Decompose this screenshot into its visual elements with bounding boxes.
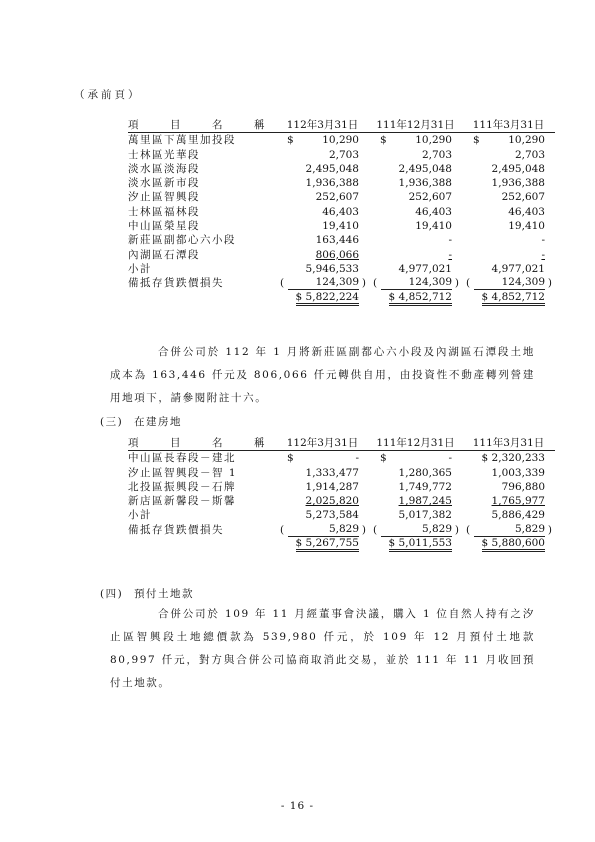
close-paren: ): [547, 523, 552, 536]
row-amount-value: -: [355, 452, 359, 465]
row-item-name: 士林區光華段: [128, 148, 200, 161]
row-amount-value: 806,066: [315, 248, 359, 261]
row-item-name: 中山區長春段－建北: [128, 452, 236, 465]
row-amount-cell: [462, 205, 555, 219]
row-amount-value: 10,290: [415, 134, 452, 147]
total-amount-cell: [276, 537, 369, 551]
allowance-amount-value: 124,309: [381, 276, 452, 290]
open-paren: (: [466, 523, 471, 536]
total-label-blank: [128, 537, 276, 551]
header-date-label: 111年12月31日: [376, 437, 455, 449]
header-item-name: [128, 436, 276, 451]
header-item-name: [128, 118, 276, 133]
open-paren: (: [373, 523, 378, 536]
row-amount-value: -: [541, 234, 545, 247]
row-amount-cell: [462, 148, 555, 162]
row-amount-cell: [276, 133, 369, 148]
row-amount-value: 1,765,977: [491, 495, 545, 508]
close-paren: ): [547, 277, 552, 290]
row-amount-value: 2,703: [514, 148, 545, 161]
open-paren: (: [466, 277, 471, 290]
row-amount-value: 2,495,048: [398, 162, 452, 175]
header-date-col: [369, 436, 462, 451]
header-item-name-char: 名: [212, 437, 224, 449]
subtotal-label: 小計: [128, 509, 152, 522]
row-amount-cell: [369, 451, 462, 466]
currency-symbol: $: [473, 134, 480, 147]
header-item-name-label: [128, 436, 276, 450]
allowance-amount-cell: [276, 276, 369, 290]
table-header-row: [128, 118, 555, 133]
row-amount-cell: [369, 205, 462, 219]
total-amount-cell: [462, 537, 555, 551]
section-3-label: (三): [100, 416, 124, 428]
total-amount-value: $ 5,822,224: [296, 291, 359, 306]
subtotal-row: [128, 262, 555, 276]
table-row: [128, 190, 555, 204]
subtotal-amount-value: 5,017,382: [398, 509, 452, 522]
open-paren: (: [280, 277, 285, 290]
row-item-name: 汐止區智興段－智 1: [128, 466, 238, 479]
row-amount-value: -: [448, 234, 452, 247]
row-amount-cell: [462, 466, 555, 480]
row-amount-value: 19,410: [415, 220, 452, 233]
row-amount-value: 163,446: [315, 234, 359, 247]
header-date-label: 111年12月31日: [376, 119, 455, 131]
row-amount-cell: [369, 480, 462, 494]
subtotal-amount-cell: [462, 262, 555, 276]
table-row: [128, 233, 555, 247]
subtotal-amount-value: 5,886,429: [491, 509, 545, 522]
row-amount-value: 2,703: [421, 148, 452, 161]
table-row: [128, 133, 555, 148]
row-amount-value: -: [541, 248, 545, 261]
row-amount-cell: [369, 233, 462, 247]
currency-symbol: $: [380, 452, 387, 465]
row-amount-cell: [462, 233, 555, 247]
subtotal-amount-value: 5,946,533: [305, 262, 359, 275]
row-item-name: 內湖區石潭段: [128, 248, 200, 261]
total-amount-value: $ 5,011,553: [389, 537, 452, 552]
row-amount-cell: [462, 480, 555, 494]
header-date-label: 111年3月31日: [472, 437, 545, 449]
allowance-amount-value: 5,829: [381, 523, 452, 537]
row-amount-value: 1,914,287: [305, 480, 359, 493]
close-paren: ): [454, 523, 459, 536]
allowance-amount-cell: [369, 276, 462, 290]
subtotal-amount-cell: [276, 508, 369, 522]
row-amount-cell: [276, 480, 369, 494]
header-date-col: [369, 118, 462, 133]
row-amount-cell: [369, 133, 462, 148]
row-amount-value: 1,280,365: [398, 466, 452, 479]
row-amount-value: 2,703: [328, 148, 359, 161]
subtotal-amount-cell: [369, 262, 462, 276]
header-date-label: 112年3月31日: [286, 119, 359, 131]
table-row: [128, 219, 555, 233]
row-amount-cell: [369, 148, 462, 162]
total-amount-value: $ 5,880,600: [482, 537, 545, 552]
row-item-name: 淡水區新市段: [128, 177, 200, 190]
header-date-col: [276, 436, 369, 451]
row-amount-cell: [276, 466, 369, 480]
total-amount-cell: [369, 291, 462, 305]
row-amount-value: 10,290: [508, 134, 545, 147]
row-amount-cell: [462, 162, 555, 176]
total-amount-cell: [369, 537, 462, 551]
total-amount-cell: [462, 291, 555, 305]
header-date-col: [462, 436, 555, 451]
total-amount-value: $ 4,852,712: [389, 291, 452, 306]
transfer-note-paragraph: 合併公司於 112 年 1 月將新莊區副都心六小段及內湖區石潭段土地成本為 163,446 仟元及 806,066 仟元轉供自用，由投資性不動產轉列營建用地項下，請參閱附註十六。: [110, 346, 535, 404]
row-item-name: 新店區新馨段－斯馨: [128, 495, 236, 508]
allowance-amount-value: 5,829: [474, 523, 545, 537]
row-amount-cell: [462, 494, 555, 508]
row-amount-cell: [369, 248, 462, 262]
row-amount-value: 2,495,048: [305, 162, 359, 175]
row-amount-cell: [276, 148, 369, 162]
allowance-label: 備抵存貨跌價損失: [128, 277, 224, 290]
subtotal-amount-cell: [369, 508, 462, 522]
subtotal-amount-cell: [276, 262, 369, 276]
row-amount-cell: [462, 190, 555, 204]
row-item-name: 新莊區副都心六小段: [128, 234, 236, 247]
table-row: [128, 162, 555, 176]
total-amount-cell: [276, 291, 369, 305]
row-item-name: 萬里區下萬里加投段: [128, 134, 236, 147]
row-amount-cell: [369, 176, 462, 190]
row-item-name: 中山區榮星段: [128, 220, 200, 233]
row-amount-value: 2,495,048: [491, 162, 545, 175]
allowance-amount-cell: [369, 523, 462, 537]
header-item-name-char: 名: [212, 119, 224, 131]
row-amount-cell: [369, 162, 462, 176]
total-amount-value: $ 4,852,712: [482, 291, 545, 306]
table-header-row: [128, 436, 555, 451]
row-amount-cell: [462, 451, 555, 466]
row-amount-cell: [369, 219, 462, 233]
row-amount-value: 19,410: [322, 220, 359, 233]
allowance-amount-value: 5,829: [288, 523, 359, 537]
subtotal-row: [128, 508, 555, 522]
row-amount-cell: [276, 219, 369, 233]
row-amount-cell: [462, 176, 555, 190]
row-amount-value: 252,607: [501, 191, 545, 204]
subtotal-label: 小計: [128, 262, 152, 275]
allowance-amount-cell: [276, 523, 369, 537]
continued-label: （承前頁）: [74, 89, 142, 101]
row-amount-value: 46,403: [508, 205, 545, 218]
row-amount-value: 1,936,388: [398, 177, 452, 190]
row-amount-value: 1,936,388: [491, 177, 545, 190]
row-amount-cell: [462, 219, 555, 233]
row-amount-value: 46,403: [322, 205, 359, 218]
row-amount-cell: [276, 494, 369, 508]
row-amount-cell: [276, 248, 369, 262]
row-item-name: 汐止區智興段: [128, 191, 200, 204]
total-row: [128, 291, 555, 305]
header-item-name-char: 目: [170, 119, 182, 131]
row-amount-value: 2,025,820: [305, 495, 359, 508]
allowance-amount-cell: [462, 523, 555, 537]
header-item-name-char: 目: [170, 437, 182, 449]
header-item-name-char: 稱: [254, 119, 266, 131]
row-amount-cell: [276, 176, 369, 190]
close-paren: ): [454, 277, 459, 290]
subtotal-amount-value: 4,977,021: [491, 262, 545, 275]
currency-symbol: $: [287, 134, 294, 147]
row-amount-value: 1,987,245: [398, 495, 452, 508]
header-date-label: 111年3月31日: [472, 119, 545, 131]
allowance-row: [128, 276, 555, 290]
row-amount-value: 252,607: [408, 191, 452, 204]
subtotal-amount-cell: [462, 508, 555, 522]
row-amount-value: 252,607: [315, 191, 359, 204]
land-inventory-table: [128, 118, 555, 305]
prepaid-land-paragraph: 合併公司於 109 年 11 月經董事會決議，購入 1 位自然人持有之汐止區智興段土地總價款為 539,980 仟元，於 109 年 12 月預付土地款 80,997 仟元，對方與合併公司協商取消此交易，並於 111 年 11 月收回預付土地款。: [110, 608, 535, 689]
allowance-amount-value: 124,309: [474, 276, 545, 290]
row-amount-cell: [276, 190, 369, 204]
section-3-heading: [100, 414, 182, 429]
header-item-name-char: 稱: [254, 437, 266, 449]
row-amount-value: 796,880: [501, 480, 545, 493]
row-amount-cell: [462, 248, 555, 262]
table-row: [128, 248, 555, 262]
total-row: [128, 537, 555, 551]
table-row: [128, 494, 555, 508]
total-label-blank: [128, 291, 276, 305]
table-row: [128, 176, 555, 190]
row-item-name: 北投區振興段－石牌: [128, 480, 236, 493]
row-amount-value: 1,749,772: [398, 480, 452, 493]
header-date-label: 112年3月31日: [286, 437, 359, 449]
section-4-title: 預付土地款: [134, 588, 195, 600]
close-paren: ): [361, 277, 366, 290]
row-amount-cell: [276, 205, 369, 219]
row-amount-cell: [276, 451, 369, 466]
row-amount-value: -: [448, 452, 452, 465]
construction-in-progress-table: [128, 436, 555, 551]
currency-symbol: $: [380, 134, 387, 147]
row-amount-value: 10,290: [322, 134, 359, 147]
row-amount-value: $ 2,320,233: [481, 452, 545, 465]
table-row: [128, 148, 555, 162]
table-row: [128, 466, 555, 480]
allowance-amount-cell: [462, 276, 555, 290]
row-amount-cell: [369, 494, 462, 508]
allowance-label: 備抵存貨跌價損失: [128, 523, 224, 536]
row-item-name: 淡水區淡海段: [128, 162, 200, 175]
row-amount-value: 1,003,339: [491, 466, 545, 479]
row-amount-cell: [369, 466, 462, 480]
table-row: [128, 451, 555, 466]
page-number: - 16 -: [280, 800, 315, 812]
header-date-col: [276, 118, 369, 133]
header-item-name-char: 項: [128, 119, 140, 131]
row-amount-cell: [276, 162, 369, 176]
row-amount-value: 19,410: [508, 220, 545, 233]
subtotal-amount-value: 5,273,584: [305, 509, 359, 522]
row-amount-cell: [369, 190, 462, 204]
section-4-label: (四): [100, 588, 124, 600]
table-row: [128, 205, 555, 219]
currency-symbol: $: [287, 452, 294, 465]
allowance-amount-value: 124,309: [288, 276, 359, 290]
table-row: [128, 480, 555, 494]
header-item-name-char: 項: [128, 437, 140, 449]
total-amount-value: $ 5,267,755: [296, 537, 359, 552]
allowance-row: [128, 523, 555, 537]
open-paren: (: [280, 523, 285, 536]
row-amount-value: 1,333,477: [305, 466, 359, 479]
row-amount-value: 1,936,388: [305, 177, 359, 190]
header-date-col: [462, 118, 555, 133]
row-amount-cell: [276, 233, 369, 247]
open-paren: (: [373, 277, 378, 290]
close-paren: ): [361, 523, 366, 536]
header-item-name-label: [128, 118, 276, 132]
row-amount-value: -: [448, 248, 452, 261]
subtotal-amount-value: 4,977,021: [398, 262, 452, 275]
row-amount-value: 46,403: [415, 205, 452, 218]
section-3-title: 在建房地: [134, 416, 183, 428]
row-amount-cell: [462, 133, 555, 148]
row-item-name: 士林區福林段: [128, 205, 200, 218]
section-4-heading: [100, 586, 194, 601]
